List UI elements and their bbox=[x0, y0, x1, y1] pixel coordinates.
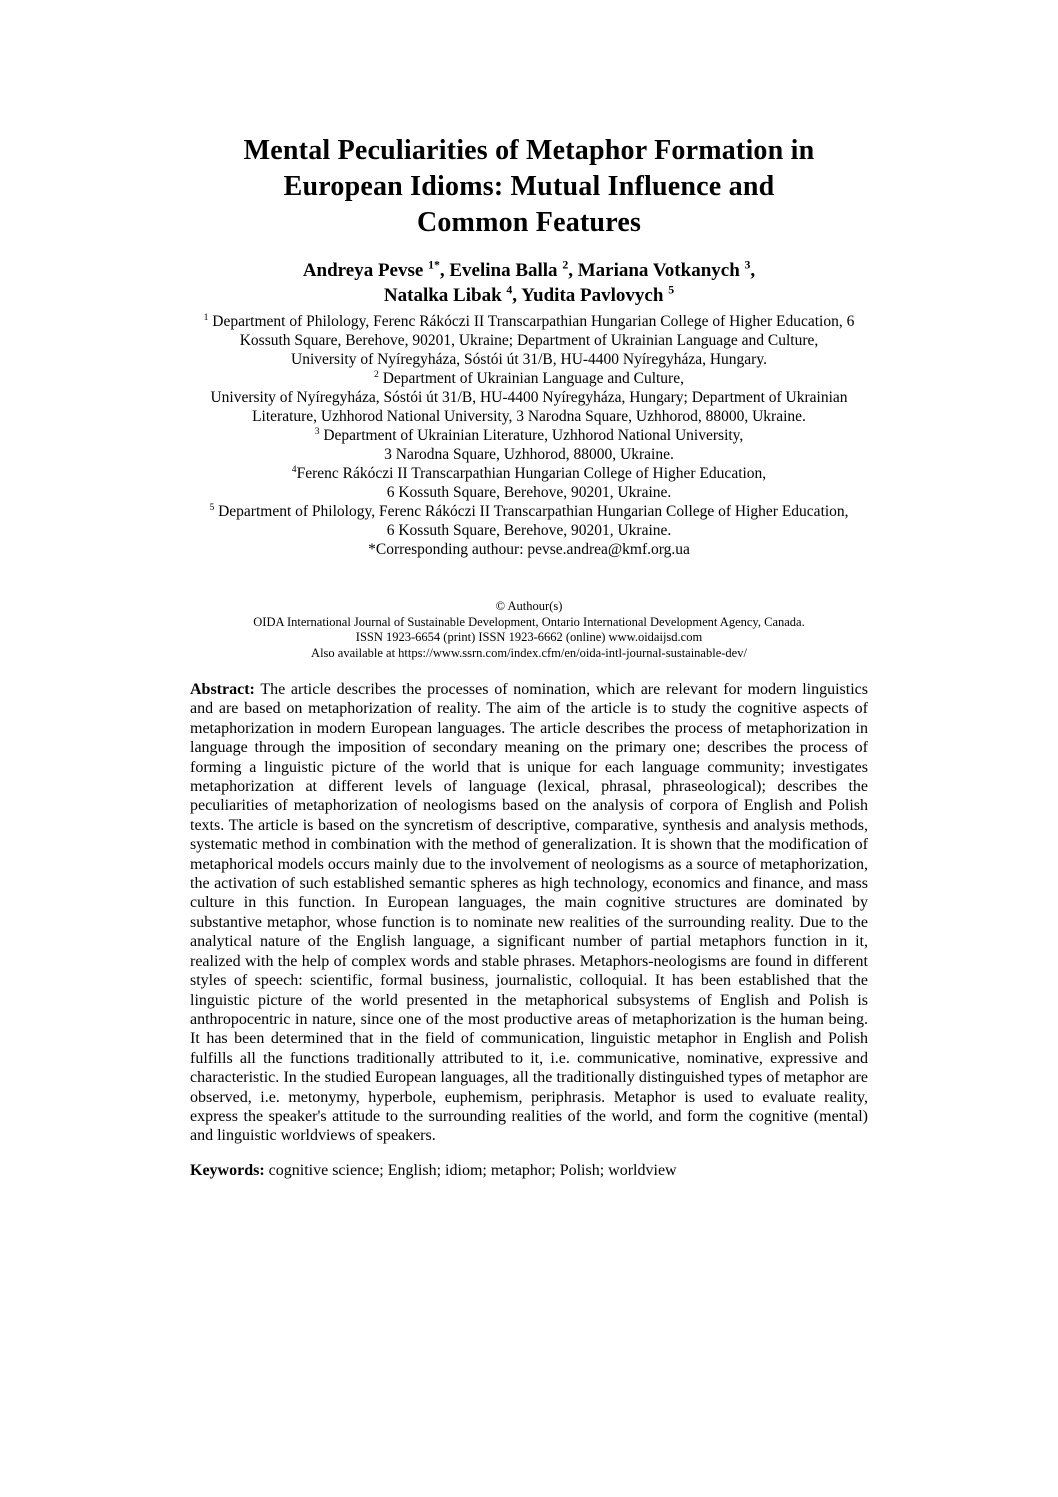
journal-copyright-block bbox=[0, 599, 1058, 661]
affiliation-line: University of Nyíregyháza, Sóstói út 31/B, HU-4400 Nyíregyháza, Hungary; Department of Ukrainian bbox=[210, 389, 848, 406]
availability-line: Also available at https://www.ssrn.com/index.cfm/en/oida-intl-journal-sustainable-dev/ bbox=[311, 645, 747, 660]
abstract-paragraph: Abstract: The article describes the processes of nomination, which are relevant for modern linguistics and are based on metaphorization of reality. The aim of the article is to study the cognitive aspects of metaphorization in modern European languages. The article describes the process of metaphorization in language through the imposition of secondary meaning on the primary one; describes the process of forming a linguistic picture of the world that is unique for each language community; investigates metaphorization at different levels of language (lexical, phrasal, phraseological); describes the peculiarities of metaphorization of neologisms based on the analysis of corpora of English and Polish texts. The article is based on the syncretism of descriptive, comparative, synthesis and analysis methods, systematic method in combination with the method of generalization. It is shown that the modification of metaphorical models occurs mainly due to the involvement of neologisms as a source of metaphorization, the activation of such established semantic spheres as high technology, economics and finance, and mass culture in this function. In European languages, the main cognitive structures are dominated by substantive metaphor, whose function is to nominate new realities of the surrounding reality. Due to the analytical nature of the English language, a significant number of partial metaphors function in it, realized with the help of complex words and stable phrases. Metaphors-neologisms are found in different styles of speech: scientific, formal business, journalistic, colloquial. It has been established that the linguistic picture of the world presented in the metaphorical subsystems of English and Polish is anthropocentric in nature, since one of the most productive areas of metaphorization is the human being. It has been determined that in the field of communication, linguistic metaphor in English and Polish fulfills all the functions traditionally attributed to it, i.e. communicative, nominative, expressive and characteristic. In the studied European languages, all the traditionally distinguished types of metaphor are observed, i.e. metonymy, hyperbole, euphemism, periphrasis. Metaphor is used to evaluate reality, express the speaker's attitude to the surrounding realities of the world, and form the cognitive (mental) and linguistic worldviews of speakers. bbox=[190, 681, 868, 1145]
journal-name-line: OIDA International Journal of Sustainable Development, Ontario International Development Agency, Canada. bbox=[253, 614, 805, 629]
paper-title-line: Mental Peculiarities of Metaphor Formation in bbox=[243, 135, 815, 166]
affiliation-line: $^3$ Department of Ukrainian Literature, Uzhhorod National University, bbox=[314, 425, 744, 444]
affiliation-line: $^2$ Department of Ukrainian Language and Culture, bbox=[374, 368, 684, 387]
affiliation-line: $^1$ Department of Philology, Ferenc Rákóczi II Transcarpathian Hungarian College of Higher Education, 6 bbox=[203, 311, 855, 330]
affiliation-line: Literature, Uzhhorod National University, 3 Narodna Square, Uzhhorod, 88000, Ukraine. bbox=[252, 408, 806, 425]
paper-header bbox=[0, 133, 1058, 661]
affiliation-line: 6 Kossuth Square, Berehove, 90201, Ukraine. bbox=[386, 522, 672, 539]
affiliation-line: $^4$Ferenc Rákóczi II Transcarpathian Hungarian College of Higher Education, bbox=[291, 463, 767, 482]
paper-body bbox=[190, 680, 868, 1180]
author-line: Andreya Pevse $^{1*}$, Evelina Balla $^2$, Mariana Votkanych $^3$, bbox=[302, 258, 756, 281]
issn-line: ISSN 1923-6654 (print) ISSN 1923-6662 (online) www.oidaijsd.com bbox=[355, 630, 703, 644]
corresponding-author-line: *Corresponding authour: pevse.andrea@kmf.org.ua bbox=[368, 541, 690, 558]
affiliations-block bbox=[0, 312, 1058, 559]
author-line: Natalka Libak $^4$, Yudita Pavlovych $^5$ bbox=[383, 283, 675, 306]
author-list bbox=[0, 258, 1058, 308]
affiliation-line: 6 Kossuth Square, Berehove, 90201, Ukraine. bbox=[386, 484, 672, 501]
paper-title bbox=[0, 133, 1058, 241]
copyright-authors-line: © Authour(s) bbox=[495, 599, 563, 613]
affiliation-line: Kossuth Square, Berehove, 90201, Ukraine; Department of Ukrainian Language and Culture, bbox=[239, 332, 819, 349]
affiliation-line: 3 Narodna Square, Uzhhorod, 88000, Ukraine. bbox=[384, 446, 674, 463]
paper-title-line: Common Features bbox=[416, 207, 642, 238]
paper-title-line: European Idioms: Mutual Influence and bbox=[283, 171, 775, 202]
keywords-line: Keywords: cognitive science; English; idiom; metaphor; Polish; worldview bbox=[190, 1161, 677, 1179]
affiliation-line: $^5$ Department of Philology, Ferenc Rákóczi II Transcarpathian Hungarian College of Higher Education, bbox=[209, 501, 849, 520]
affiliation-line: University of Nyíregyháza, Sóstói út 31/B, HU-4400 Nyíregyháza, Hungary. bbox=[291, 351, 767, 368]
